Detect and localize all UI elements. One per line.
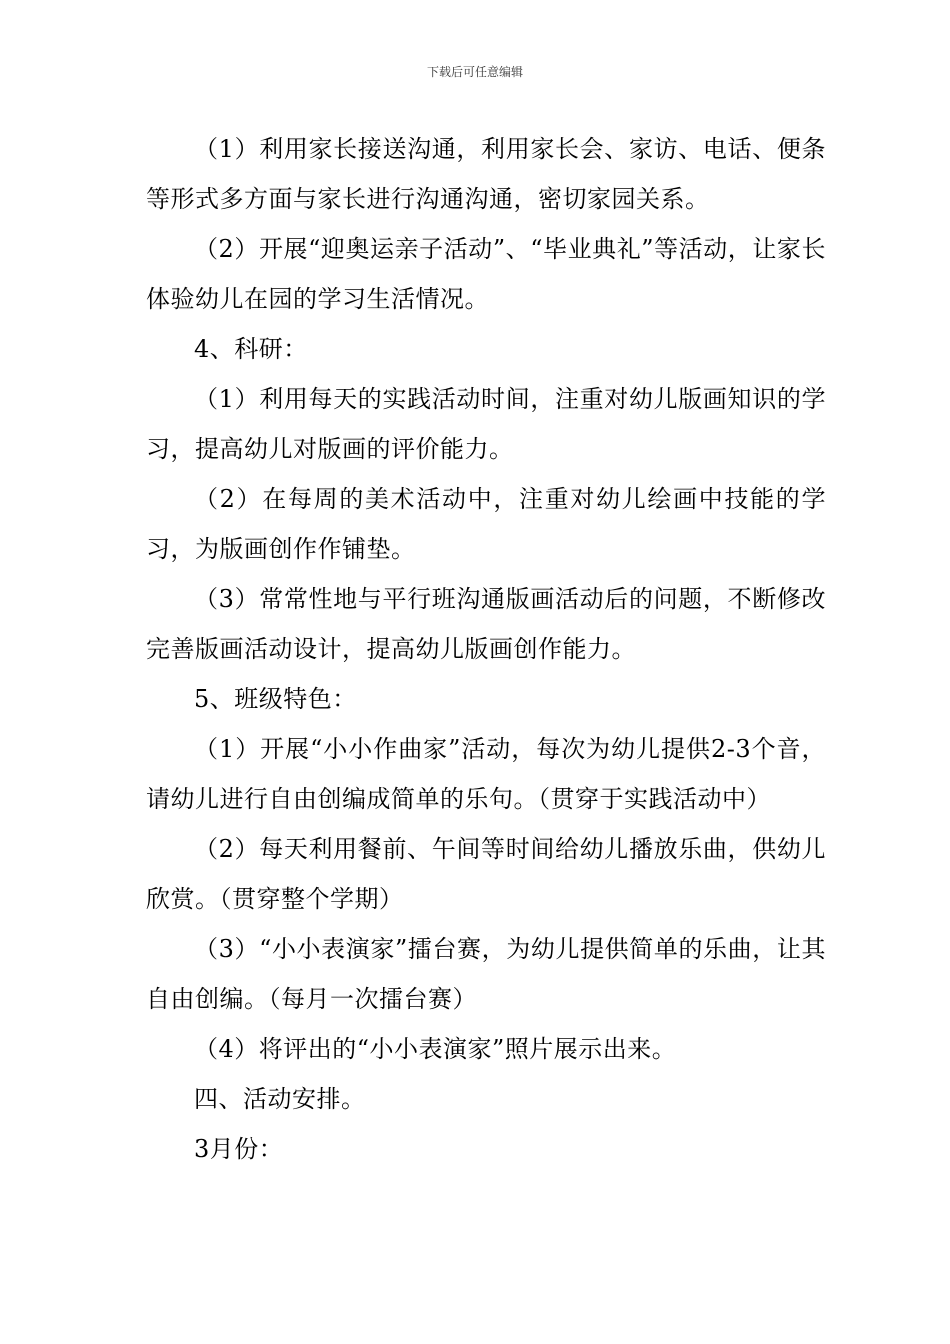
section-heading-class-features: 5、班级特色： [194, 685, 357, 713]
page-header: 下载后可任意编辑 [426, 65, 523, 79]
paragraph-feature-1: （1）开展“小小作曲家”活动，每次为幼儿提供2-3个音，请幼儿进行自由创编成简单的乐句。（贯穿于实践活动中） [146, 735, 826, 813]
subheading-march: 3月份： [194, 1135, 284, 1163]
section-heading-schedule: 四、活动安排。 [194, 1085, 366, 1113]
paragraph-feature-4: （4）将评出的“小小表演家”照片展示出来。 [194, 1035, 677, 1063]
paragraph-feature-3: （3）“小小表演家”擂台赛，为幼儿提供简单的乐曲，让其自由创编。（每月一次擂台赛） [146, 935, 826, 1013]
paragraph-research-3: （3）常常性地与平行班沟通版画活动后的问题，不断修改完善版画活动设计，提高幼儿版画创作能力。 [146, 585, 826, 663]
paragraph-research-2: （2）在每周的美术活动中，注重对幼儿绘画中技能的学习，为版画创作作铺垫。 [146, 485, 826, 563]
section-heading-research: 4、科研： [194, 335, 308, 363]
paragraph-feature-2: （2）每天利用餐前、午间等时间给幼儿播放乐曲，供幼儿欣赏。（贯穿整个学期） [146, 835, 826, 913]
document-body [146, 124, 826, 1174]
paragraph-research-1: （1）利用每天的实践活动时间，注重对幼儿版画知识的学习，提高幼儿对版画的评价能力。 [146, 385, 826, 463]
paragraph-family-communication: （1）利用家长接送沟通，利用家长会、家访、电话、便条等形式多方面与家长进行沟通沟通，密切家园关系。 [146, 135, 826, 213]
paragraph-activities: （2）开展“迎奥运亲子活动”、“毕业典礼”等活动，让家长体验幼儿在园的学习生活情况。 [146, 235, 826, 313]
